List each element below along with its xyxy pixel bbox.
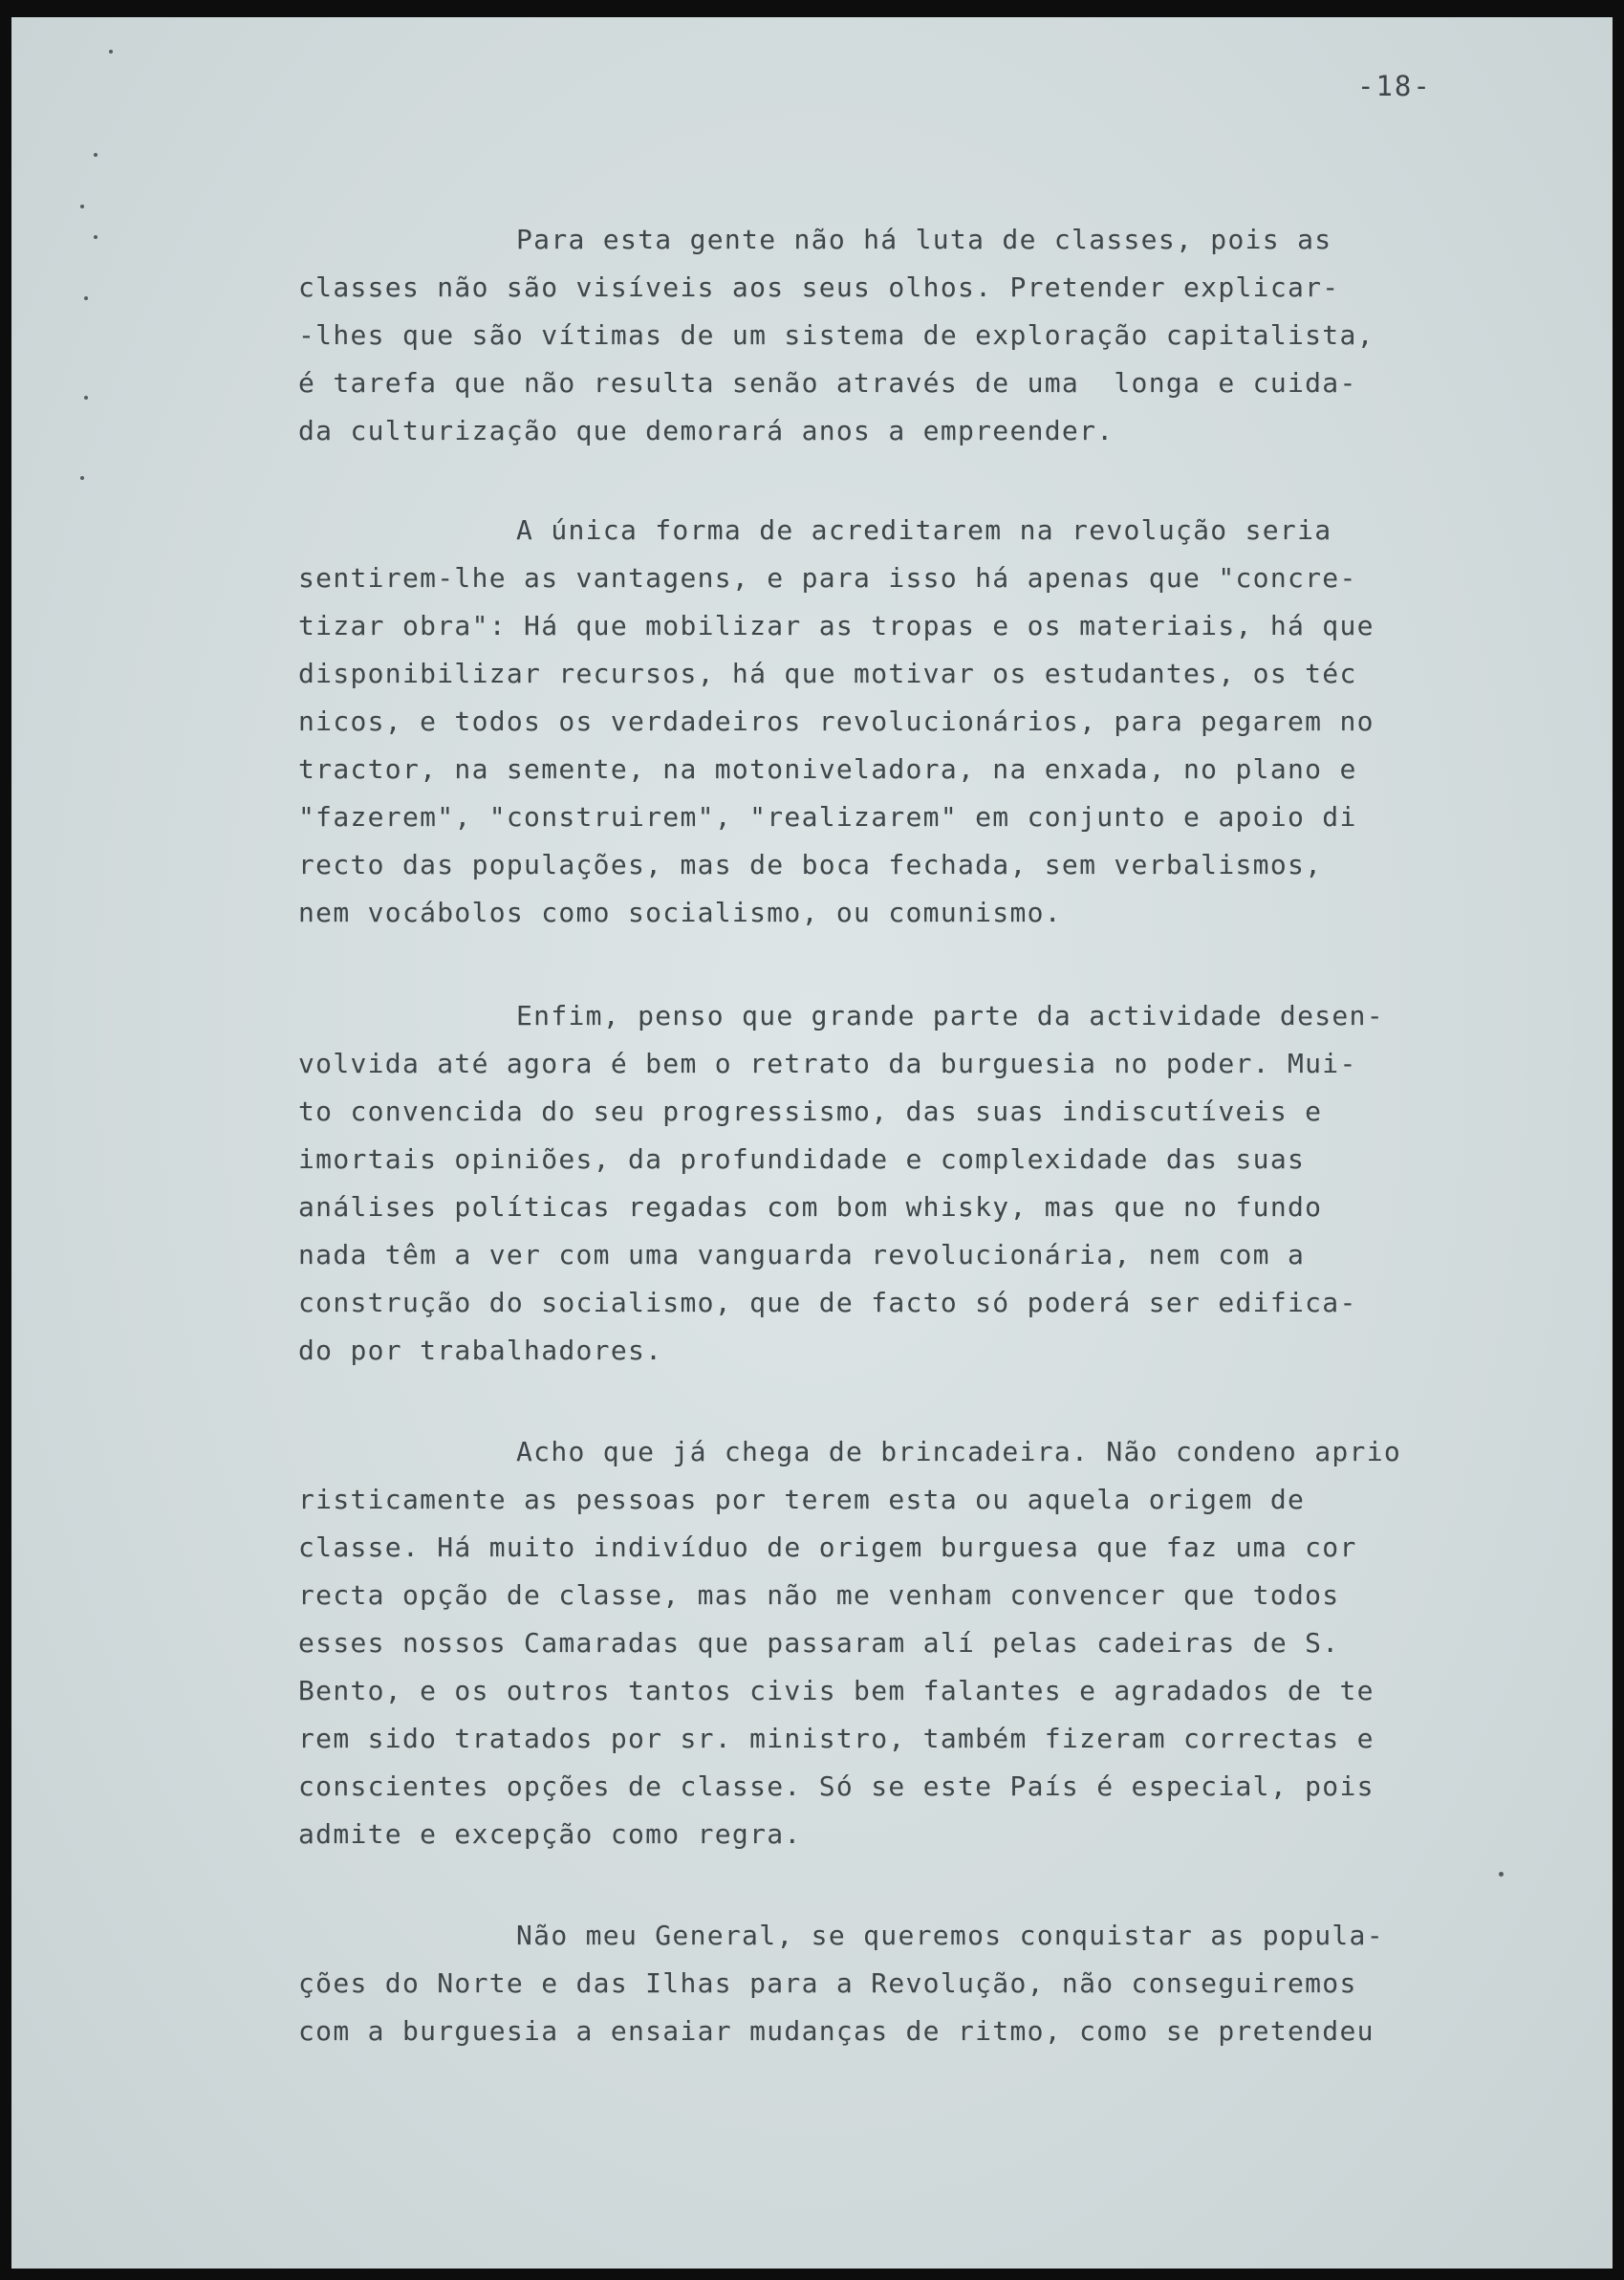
punch-mark [84,396,88,400]
paragraph-3 [298,992,1541,1375]
text-line: A única forma de acreditarem na revolução seria [516,514,1332,546]
text-line: disponibilizar recursos, há que motivar os estudantes, os téc [298,658,1357,689]
text-line: to convencida do seu progressismo, das suas indiscutíveis e [298,1096,1323,1127]
document-page [11,17,1613,2269]
text-line: nicos, e todos os verdadeiros revolucionários, para pegarem no [298,706,1375,737]
text-line: é tarefa que não resulta senão através de uma longa e cuida- [298,367,1357,399]
text-line: ções do Norte e das Ilhas para a Revolução, não conseguiremos [298,1967,1357,1999]
paragraph-4 [298,1428,1541,1858]
text-line: classes não são visíveis aos seus olhos. Pretender explicar- [298,271,1340,303]
page-number: -18- [1357,70,1432,102]
paragraph-5 [298,1912,1541,2055]
text-line: risticamente as pessoas por terem esta ou aquela origem de [298,1484,1306,1515]
text-line: da culturização que demorará anos a empreender. [298,415,1115,446]
text-line: recta opção de classe, mas não me venham convencer que todos [298,1579,1340,1611]
text-line: Não meu General, se queremos conquistar as popula- [516,1920,1384,1951]
text-line: análises políticas regadas com bom whisky, mas que no fundo [298,1191,1323,1223]
text-line: com a burguesia a ensaiar mudanças de ritmo, como se pretendeu [298,2015,1375,2047]
punch-mark [84,296,88,300]
text-line: construção do socialismo, que de facto só poderá ser edifica- [298,1287,1357,1318]
punch-mark [94,153,97,157]
punch-mark [94,235,97,239]
paragraph-1 [298,216,1541,455]
text-line: nada têm a ver com uma vanguarda revolucionária, nem com a [298,1239,1306,1270]
text-line: conscientes opções de classe. Só se este País é especial, pois [298,1770,1375,1802]
text-line: "fazerem", "construirem", "realizarem" em conjunto e apoio di [298,801,1357,833]
punch-mark [109,50,113,54]
text-line: admite e excepção como regra. [298,1818,802,1850]
text-line: tractor, na semente, na motoniveladora, na enxada, no plano e [298,753,1357,785]
text-line: recto das populações, mas de boca fechada, sem verbalismos, [298,849,1323,880]
ink-speck [1499,1872,1504,1877]
text-line: Bento, e os outros tantos civis bem falantes e agradados de te [298,1675,1375,1706]
text-line: -lhes que são vítimas de um sistema de exploração capitalista, [298,319,1375,351]
punch-mark [80,205,84,208]
paragraph-2 [298,507,1541,937]
text-line: volvida até agora é bem o retrato da burguesia no poder. Mui- [298,1048,1357,1079]
punch-mark [80,476,84,480]
text-line: do por trabalhadores. [298,1335,663,1366]
text-line: Para esta gente não há luta de classes, pois as [516,224,1332,255]
text-line: esses nossos Camaradas que passaram alí pelas cadeiras de S. [298,1627,1340,1659]
text-line: nem vocábolos como socialismo, ou comunismo. [298,897,1062,928]
text-line: Enfim, penso que grande parte da actividade desen- [516,1000,1384,1031]
text-line: rem sido tratados por sr. ministro, também fizeram correctas e [298,1723,1375,1754]
text-line: imortais opiniões, da profundidade e complexidade das suas [298,1143,1306,1175]
text-line: classe. Há muito indivíduo de origem burguesa que faz uma cor [298,1531,1357,1563]
text-line: sentirem-lhe as vantagens, e para isso há apenas que "concre- [298,562,1357,594]
text-line: Acho que já chega de brincadeira. Não condeno aprio [516,1436,1402,1467]
text-line: tizar obra": Há que mobilizar as tropas e os materiais, há que [298,610,1375,641]
